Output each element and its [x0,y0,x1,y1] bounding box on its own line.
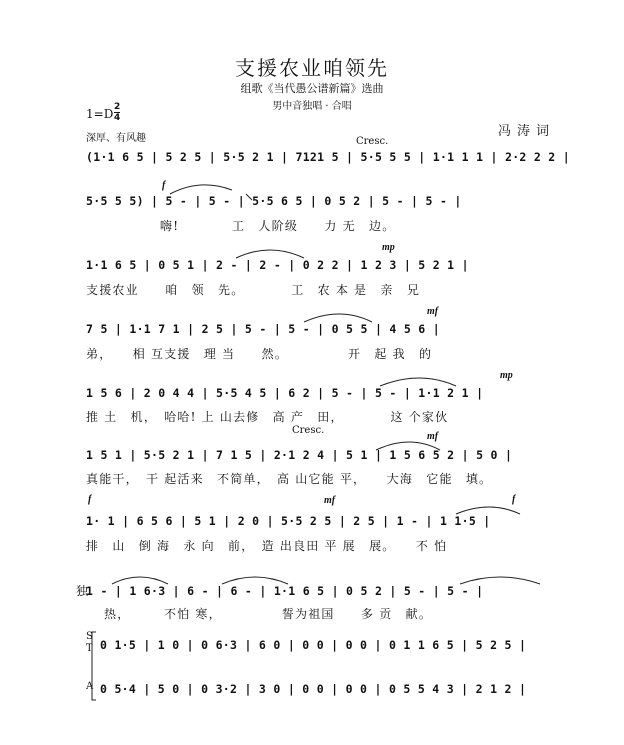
dynamic-mp: mp [382,242,395,253]
notation-line: 1 5 6 | 2 0 4 4 | 5·5 4 5 | 6 2 | 5 - | 5 - | 1·1 2 1 | [86,386,484,400]
tie-slur [236,250,304,258]
performance-note: 男中音独唱 · 合唱 [272,101,352,112]
tie-slur [304,314,372,322]
notation-line: (1·1 6 5 | 5 2 5 | 5·5 2 1 | 7121 5 | 5·5 5 5 | 1·1 1 1 | 2·2 2 2 | [86,150,570,164]
tie-slur [456,507,520,514]
voice-label-solo: 独 [76,584,89,598]
notation-line-st: 0 1·5 | 1 0 | 0 6·3 | 6 0 | 0 0 | 0 0 | 0 1 1 6 5 | 5 2 5 | [100,638,527,652]
lyric-line: 嗨! 工 人阶级 力 无 边。 [160,219,396,233]
song-title: 支援农业咱领先 [235,56,389,80]
lyric-line: 排 山 倒 海 永 向 前， 造 出良田 平 展 展。 不 怕 [86,539,448,553]
dynamic-f: f [162,180,166,191]
cresc-mark: Cresc. [356,136,389,147]
tie-slur [222,577,288,584]
accent-mark [246,194,252,200]
voice-label-a: A [86,681,94,692]
lyricist-credit: 冯涛词 [498,124,556,139]
time-top: 2 [114,102,121,112]
tie-slur [170,185,232,194]
dynamic-f: f [512,494,516,505]
tie-slur [460,577,540,584]
voice-label-s: S [86,631,93,642]
dynamic-f: f [88,494,92,505]
key-signature: 1=D [86,107,114,121]
lyric-line: 推 土 机， 哈哈! 上 山去修 高 产 田， 这 个家伙 [86,410,449,424]
dynamic-mf: mf [324,495,336,506]
tie-slur [112,577,168,584]
tie-slur [376,442,440,450]
lyric-line: 弟， 相 互支援 理 当 然。 开 起 我 的 [86,347,433,361]
notation-line-a: 0 5·4 | 5 0 | 0 3·2 | 3 0 | 0 0 | 0 0 | 0 5 5 4 3 | 2 1 2 | [100,682,527,696]
lyric-line: 真能干， 干 起活来 不简单， 高 山它能 平， 大海 它能 填。 [86,472,493,486]
notation-line-solo: 1 - | 1 6·3 | 6 - | 6 - | 1·1 6 5 | 0 5 2 | 5 - | 5 - | [86,584,484,598]
lyric-line-solo: 热， 不怕 寒， 誓为祖国 多 贡 献。 [104,607,433,621]
notation-line: 5·5 5 5) | 5 - | 5 - | 5·5 6 5 | 0 5 2 | 5 - | 5 - | [86,194,462,208]
notation-line: 1·1 6 5 | 0 5 1 | 2 - | 2 - | 0 2 2 | 1 2 3 | 5 2 1 | [86,258,469,272]
notation-line: 1 5 1 | 5·5 2 1 | 7 1 5 | 2·1 2 4 | 5 1 | 1 5 6 5 2 | 5 0 | [86,448,513,462]
dynamic-mf: mf [427,306,439,317]
dynamic-mp: mp [500,370,513,381]
song-subtitle: 组歌《当代愚公谱新篇》选曲 [240,82,384,95]
notation-line: 1· 1 | 6 5 6 | 5 1 | 2 0 | 5·5 2 5 | 2 5 | 1 - | 1 1·5 | [86,514,491,528]
dynamic-mf: mf [427,431,439,442]
lyric-line: 支援农业 咱 领 先。 工 农 本 是 亲 兄 [86,283,421,297]
voice-label-t: T [86,643,93,654]
time-bottom: 4 [114,113,121,123]
cresc-mark: Cresc. [292,425,325,436]
tie-slur [380,378,456,386]
notation-line: 7 5 | 1·1 7 1 | 2 5 | 5 - | 5 - | 0 5 5 | 4 5 6 | [86,322,440,336]
tempo-marking: 深厚、有风趣 [86,133,146,144]
choir-bracket [92,632,96,700]
